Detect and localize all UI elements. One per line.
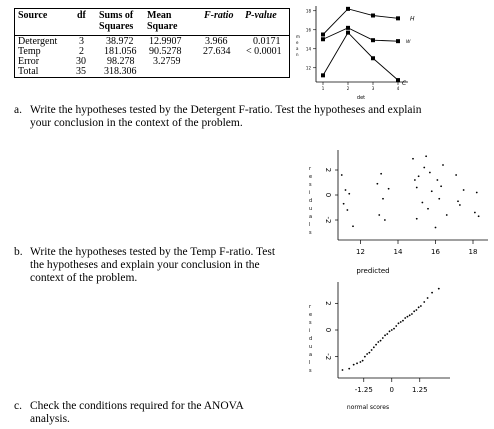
data-point	[411, 313, 413, 315]
cell-source: Error	[18, 56, 40, 67]
data-point	[423, 167, 425, 169]
header-source: Source	[18, 10, 48, 21]
data-point	[463, 189, 465, 191]
data-point	[416, 309, 418, 311]
data-point	[386, 333, 388, 335]
header-df: df	[77, 10, 86, 21]
header-p-value: P-value	[245, 10, 277, 21]
residuals-vs-predicted-plot	[298, 148, 494, 275]
header-squares: Squares	[99, 21, 134, 32]
data-point	[427, 208, 429, 210]
series-line	[323, 28, 398, 41]
data-point	[476, 192, 478, 194]
series-label: H	[410, 15, 415, 23]
data-point	[416, 187, 418, 189]
series-point	[396, 16, 400, 20]
x-tick-label: 12	[356, 248, 365, 256]
question-b	[14, 246, 275, 285]
data-point	[412, 158, 414, 160]
cell-ms: 12.9907	[149, 36, 182, 47]
data-point	[414, 179, 416, 181]
data-point	[427, 297, 429, 299]
data-point	[431, 190, 433, 192]
y-tick-label: 16	[305, 27, 311, 33]
cell-df: 2	[79, 46, 84, 57]
data-point	[418, 175, 420, 177]
data-point	[436, 179, 438, 181]
data-point	[429, 172, 431, 174]
data-point	[395, 325, 397, 327]
x-tick-label: 18	[468, 248, 478, 256]
data-point	[368, 352, 370, 354]
cell-ss: 98.278	[107, 56, 135, 67]
data-point	[393, 328, 395, 330]
data-point	[382, 337, 384, 339]
data-point	[356, 362, 358, 364]
data-point	[402, 320, 404, 322]
cell-f: 3.966	[205, 36, 228, 47]
data-point	[421, 202, 423, 204]
header-mean: Mean	[147, 10, 172, 21]
data-point	[457, 200, 459, 202]
data-point	[388, 188, 390, 190]
data-point	[348, 193, 350, 195]
data-point	[413, 310, 415, 312]
y-tick-label: 18	[305, 8, 311, 14]
series-point	[371, 14, 375, 18]
data-point	[384, 334, 386, 336]
data-point	[478, 215, 480, 217]
cell-ss: 38.972	[106, 36, 134, 47]
x-axis-label: predicted	[356, 267, 390, 275]
data-point	[431, 292, 433, 294]
cell-df: 3	[79, 36, 84, 47]
cell-df: 30	[76, 56, 86, 67]
series-point	[371, 38, 375, 42]
data-point	[377, 341, 379, 343]
question-label: a.	[14, 104, 22, 116]
series-point	[346, 31, 350, 35]
header-square: Square	[147, 21, 178, 32]
data-point	[442, 164, 444, 166]
data-point	[342, 369, 344, 371]
anova-table	[14, 8, 290, 78]
question-label: b.	[14, 246, 23, 258]
y-axis-label: r e s i d u a l s	[309, 166, 313, 236]
x-tick-label: 1.25	[411, 386, 428, 394]
question-a	[14, 104, 421, 130]
cell-ms: 3.2759	[153, 56, 181, 67]
question-text: Write the hypotheses tested by the Temp F-ratio. Test	[30, 246, 276, 258]
cell-p: 0.0171	[253, 36, 281, 47]
x-axis-label: det	[356, 95, 366, 101]
x-tick-label: 2	[346, 86, 350, 91]
y-tick-label: 2	[324, 167, 332, 173]
data-point	[378, 214, 380, 216]
cell-f: 27.634	[203, 46, 231, 57]
y-tick-label: -2	[324, 216, 332, 224]
series-point	[371, 56, 375, 60]
data-point	[362, 360, 364, 362]
data-point	[380, 340, 382, 342]
cell-source: Detergent	[18, 36, 58, 47]
y-axis-label: m e a n	[296, 34, 300, 57]
data-point	[391, 329, 393, 331]
data-point	[400, 321, 402, 323]
data-point	[366, 353, 368, 355]
data-point	[343, 203, 345, 205]
cell-source: Temp	[18, 46, 41, 57]
x-tick-label: 14	[393, 248, 403, 256]
data-point	[389, 330, 391, 332]
data-point	[345, 189, 347, 191]
data-point	[382, 198, 384, 200]
x-tick-label: 1	[321, 86, 325, 91]
series-point	[346, 26, 350, 30]
data-point	[459, 204, 461, 206]
cell-df: 35	[76, 66, 86, 77]
x-tick-label: 16	[431, 248, 440, 256]
y-tick-label: 14	[305, 46, 311, 52]
series-point	[321, 73, 325, 77]
data-point	[438, 198, 440, 200]
x-tick-label: 3	[371, 86, 375, 91]
question-text: Check the conditions required for the ANOVA	[30, 400, 244, 412]
data-point	[420, 305, 422, 307]
data-point	[423, 301, 425, 303]
data-point	[380, 173, 382, 175]
cell-source: Total	[18, 66, 39, 77]
y-tick-label: 0	[324, 327, 332, 333]
data-point	[438, 288, 440, 290]
data-point	[375, 344, 377, 346]
question-text: Write the hypotheses tested by the Detergent F-ratio. Test the hypotheses and explain	[30, 104, 422, 116]
data-point	[440, 185, 442, 187]
question-label: c.	[14, 400, 22, 412]
data-point	[352, 225, 354, 227]
cell-p: < 0.0001	[246, 46, 282, 57]
x-tick-label: -1.25	[354, 386, 373, 394]
data-point	[404, 317, 406, 319]
data-point	[407, 316, 409, 318]
question-text: context of the problem.	[30, 272, 138, 284]
question-text: your conclusion in the context of the problem.	[30, 117, 243, 129]
series-point	[346, 7, 350, 11]
question-c	[14, 400, 244, 426]
y-tick-label: 2	[324, 301, 332, 306]
cell-ss: 181.056	[104, 46, 137, 57]
data-point	[409, 314, 411, 316]
series-point	[321, 33, 325, 37]
series-label: C	[402, 80, 407, 88]
data-point	[455, 174, 457, 176]
data-point	[353, 364, 355, 366]
y-tick-label: 12	[305, 65, 311, 71]
x-tick-label: 4	[396, 86, 400, 91]
header-f-ratio: F-ratio	[204, 10, 234, 21]
cell-ss: 318.306	[104, 66, 137, 77]
y-tick-label: 0	[324, 192, 332, 198]
data-point	[360, 361, 362, 363]
data-point	[373, 346, 375, 348]
y-axis-label: r e s i d u a l s	[309, 304, 313, 374]
series-label: W	[406, 40, 411, 46]
data-point	[474, 212, 476, 214]
data-point	[418, 306, 420, 308]
question-text: analysis.	[30, 413, 70, 425]
normal-probability-plot	[298, 280, 494, 414]
series-point	[396, 39, 400, 43]
data-point	[364, 356, 366, 358]
data-point	[446, 214, 448, 216]
header-sums-of: Sums of	[99, 10, 134, 21]
y-tick-label: -2	[324, 353, 332, 361]
data-point	[435, 227, 437, 229]
series-line	[323, 33, 398, 81]
series-point	[321, 37, 325, 41]
series-line	[323, 9, 398, 35]
data-point	[348, 368, 350, 370]
cell-ms: 90.5278	[149, 46, 182, 57]
data-point	[384, 219, 386, 221]
data-point	[341, 174, 343, 176]
data-point	[371, 349, 373, 351]
data-point	[376, 183, 378, 185]
series-point	[396, 78, 400, 82]
data-point	[398, 322, 400, 324]
data-point	[425, 155, 427, 157]
x-tick-label: 0	[389, 386, 394, 394]
question-text: the hypotheses and explain your conclusion in the	[30, 259, 260, 271]
data-point	[416, 218, 418, 220]
interaction-plot	[290, 0, 494, 104]
x-axis-label: normal scores	[346, 404, 390, 411]
data-point	[346, 209, 348, 211]
